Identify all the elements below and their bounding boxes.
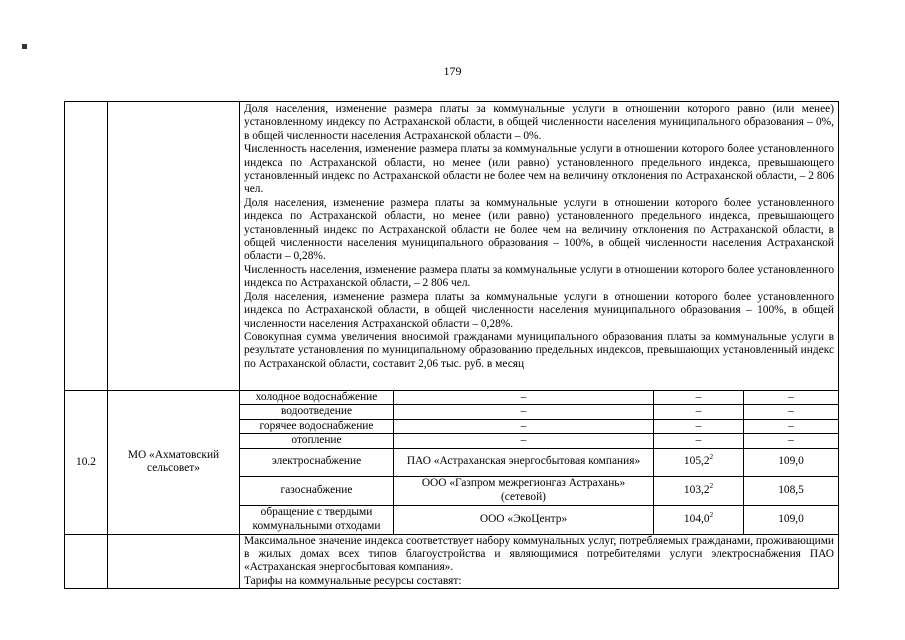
service-index <box>654 476 744 505</box>
bottom-text-row <box>65 534 839 589</box>
index-footnote: 2 <box>709 511 714 520</box>
tariffs-line: Тарифы на коммунальные ресурсы составят: <box>244 574 462 587</box>
service-index: – <box>654 391 744 405</box>
info-text-cell <box>240 102 839 391</box>
empty-municipality-cell <box>108 102 240 391</box>
tariff-table <box>64 101 839 589</box>
entry-number: 10.2 <box>65 391 108 535</box>
service-name: обращение с твердыми коммунальными отходами <box>240 505 394 534</box>
info-paragraph: Доля населения, изменение размера платы за коммунальные услуги в отношении которого более установленного индекса по Астраханской области, в общей численности населения муниципального образования – 100%, в общей численности населения Астраханской области – 0,28%. <box>244 290 835 330</box>
bottom-text-cell <box>240 534 839 589</box>
service-row <box>65 391 839 405</box>
service-index <box>654 448 744 476</box>
service-provider: ПАО «Астраханская энергосбытовая компания» <box>394 448 654 476</box>
service-provider: – <box>394 391 654 405</box>
service-value: 109,0 <box>744 505 839 534</box>
info-paragraph: Доля населения, изменение размера платы за коммунальные услуги в отношении которого равно (или менее) установленному индексу по Астраханской области, в общей численности населения муниципального образования – 0%, в общей численности населения Астраханской области – 0%. <box>244 103 835 142</box>
service-name: газоснабжение <box>240 476 394 505</box>
max-index-paragraph: Максимальное значение индекса соответствует набору коммунальных услуг, потребляемых гражданами, проживающими в жилых домах всех типов благоустройства и являющимися потребителями услуги электроснабжения ПАО «Астраханская энергосбытовая компания». <box>244 534 835 574</box>
page-number: 179 <box>443 64 462 78</box>
service-value: 109,0 <box>744 448 839 476</box>
index-footnote: 2 <box>709 482 714 491</box>
service-value: – <box>744 405 839 419</box>
index-value: 104,0 <box>683 512 710 525</box>
empty-number-cell <box>65 102 108 391</box>
index-value: 103,2 <box>683 483 710 496</box>
service-value: – <box>744 434 839 448</box>
info-paragraph: Численность населения, изменение размера платы за коммунальные услуги в отношении которого более установленного индекса по Астраханской области, но менее (или равно) установленного предельного индекса, превышающего установленный индекс по Астраханской области не более чем на величину отклонения по Астраханской области, – 2 806 чел. <box>244 143 835 196</box>
service-provider: ООО «ЭкоЦентр» <box>394 505 654 534</box>
info-paragraph: Совокупная сумма увеличения вносимой гражданами муниципального образования платы за коммунальные услуги в результате установления по муниципальному образованию предельных индексов, превышающих установленный индекс по Астраханской области, составит 2,06 тыс. руб. в месяц <box>244 330 835 370</box>
service-index <box>654 505 744 534</box>
info-paragraph: Доля населения, изменение размера платы за коммунальные услуги в отношении которого более установленного индекса по Астраханской области, но менее (или равно) установленного предельного индекса, превышающего установленный индекс по Астраханской области не более чем на величину отклонения по Астраханской области, в общей численности населения муниципального образования – 100%, в общей численности населения Астраханской области – 0,28%. <box>244 196 835 263</box>
service-value: – <box>744 391 839 405</box>
service-value: 108,5 <box>744 476 839 505</box>
empty-municipality-cell <box>108 534 240 589</box>
service-name: водоотведение <box>240 405 394 419</box>
service-value: – <box>744 419 839 433</box>
service-index: – <box>654 434 744 448</box>
service-name: отопление <box>240 434 394 448</box>
service-provider: – <box>394 419 654 433</box>
index-footnote: 2 <box>709 453 714 462</box>
municipality-name: МО «Ахматовский сельсовет» <box>108 391 240 535</box>
service-index: – <box>654 419 744 433</box>
info-paragraph: Численность населения, изменение размера платы за коммунальные услуги в отношении которого более установленного индекса по Астраханской области, – 2 806 чел. <box>244 263 835 290</box>
service-index: – <box>654 405 744 419</box>
scan-corner-mark <box>22 44 27 49</box>
service-provider: – <box>394 434 654 448</box>
service-name: электроснабжение <box>240 448 394 476</box>
service-provider: ООО «Газпром межрегионгаз Астрахань» (сетевой) <box>394 476 654 505</box>
empty-number-cell <box>65 534 108 589</box>
service-name: горячее водоснабжение <box>240 419 394 433</box>
service-name: холодное водоснабжение <box>240 391 394 405</box>
service-provider: – <box>394 405 654 419</box>
index-value: 105,2 <box>683 455 710 468</box>
text-row <box>65 102 839 391</box>
